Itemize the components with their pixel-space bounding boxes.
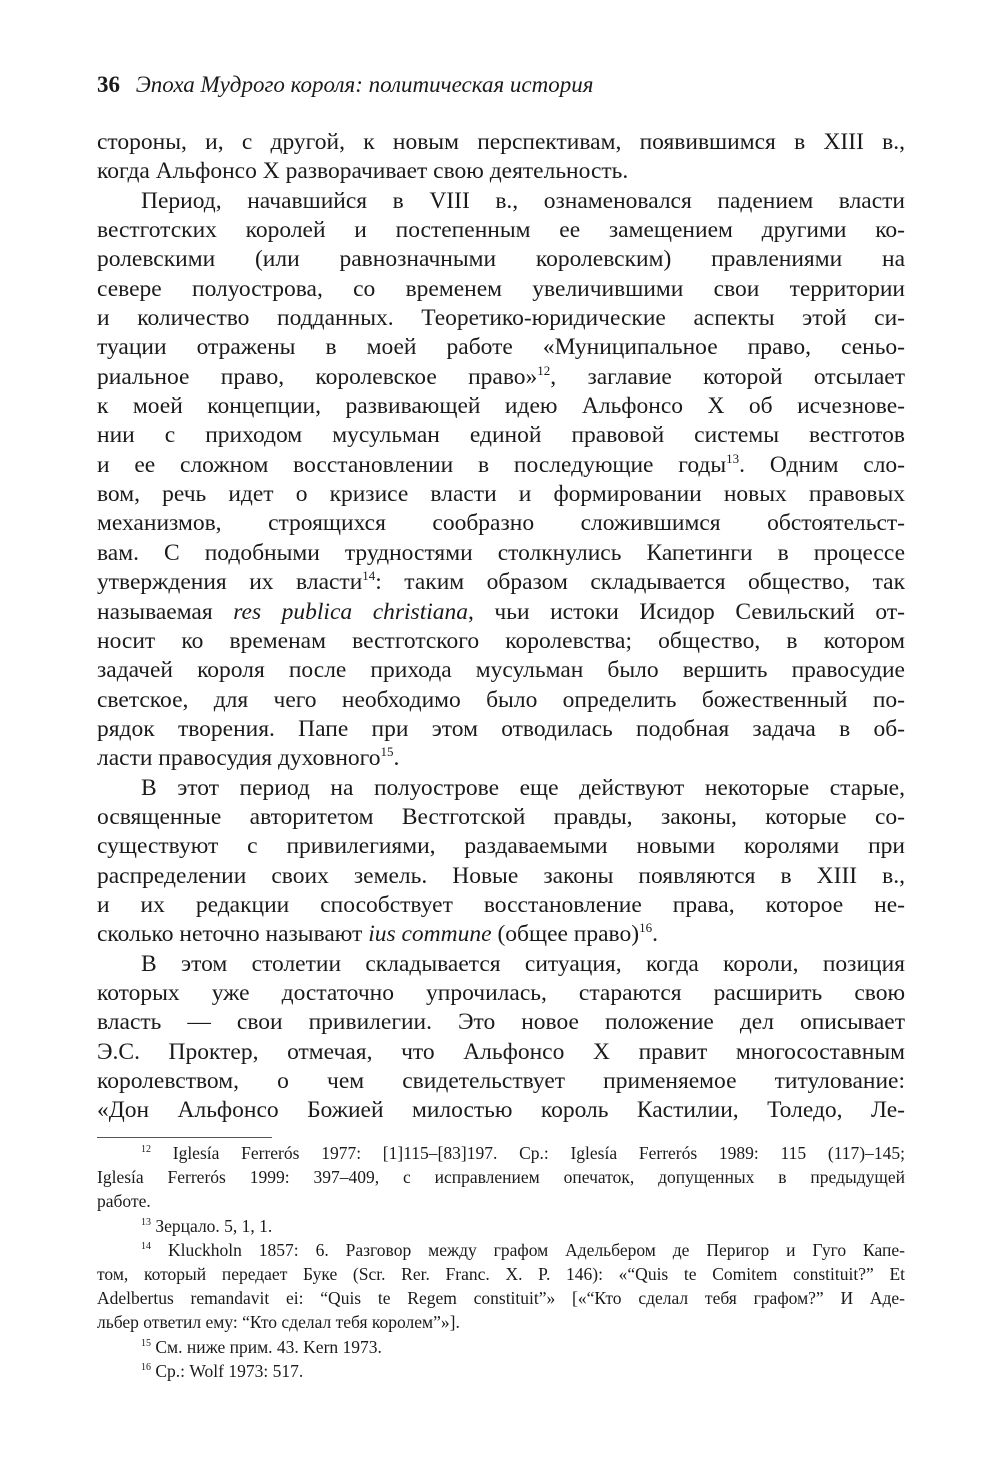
- text-line: к моей концепции, развивающей идею Альфонсо X об исчезнове-: [97, 393, 905, 420]
- footnote-ref: 14: [362, 568, 376, 584]
- text-line: вестготских королей и постепенным ее замещением другими ко-: [97, 217, 905, 244]
- footnote-ref: 15: [141, 1337, 151, 1349]
- text-line: задачей короля после прихода мусульман было вершить правосудие: [97, 657, 905, 684]
- footnote-line: $^{14}$ Kluckholn 1857: 6. Разговор между графом Адельбером де Перигор и Гуго Капе-: [141, 1239, 905, 1260]
- text-line: риальное право, королевское право»$^{12}$, заглавие которой отсылает: [97, 362, 905, 390]
- text-line: «Дон Альфонсо Божией милостью король Кастилии, Толедо, Ле-: [97, 1097, 905, 1124]
- text-line: ролевскими (или равнозначными королевским) правлениями на: [97, 246, 905, 273]
- page-number: 36: [97, 72, 120, 97]
- footnote-ref: 14: [141, 1240, 151, 1252]
- text-line: стороны, и, с другой, к новым перспективам, появившимся в XIII в.,: [97, 129, 905, 155]
- text-line: королевством, о чем свидетельствует применяемое титулование:: [97, 1068, 905, 1094]
- text-line: носит ко временам вестготского королевства; общество, в котором: [97, 627, 905, 654]
- text-line: ласти правосудия духовного$^{15}$.: [97, 744, 400, 772]
- running-title: Эпоха Мудрого короля: политическая история: [135, 72, 594, 97]
- text-line: освященные авторитетом Вестготской правды, законы, которые со-: [97, 803, 905, 830]
- text-line: и их редакции способствует восстановление права, которое не-: [97, 891, 905, 918]
- text-line: когда Альфонсо X разворачивает свою деятельность.: [97, 158, 629, 185]
- text-line: механизмов, строящихся сообразно сложившимся обстоятельст-: [97, 510, 905, 537]
- running-header: [97, 72, 593, 98]
- text-line: сколько неточно называют ius commune (общее право)$^{16}$.: [97, 920, 658, 948]
- italic-term: res publica christiana: [233, 598, 468, 625]
- italic-term: ius commune: [368, 921, 492, 948]
- text-line: и ее сложном восстановлении в последующие годы$^{13}$. Одним сло-: [97, 450, 905, 478]
- footnote-ref: 12: [537, 362, 551, 378]
- footnote-line: $^{16}$ Ср.: Wolf 1973: 517.: [141, 1360, 304, 1381]
- footnote-line: $^{12}$ Iglesía Ferrerós 1977: [1]115–[83]197. Ср.: Iglesía Ferrerós 1989: 115 (117)–145;: [141, 1143, 905, 1163]
- footnote-ref: 13: [726, 450, 740, 466]
- text-line: В этот период на полуострове еще действуют некоторые старые,: [141, 774, 905, 801]
- footnote-line: Iglesía Ferrerós 1999: 397–409, с исправлением опечаток, допущенных в предыдущей: [97, 1167, 905, 1188]
- text-line: называемая res publica christiana, чьи истоки Исидор Севильский от-: [97, 598, 905, 625]
- text-line: светское, для чего необходимо было определить божественный по-: [97, 686, 905, 713]
- footnote-ref: 16: [639, 920, 653, 936]
- footnote-line: том, который передает Буке (Scr. Rer. Franc. X. P. 146): «“Quis te Comitem constituit?” Et: [97, 1263, 905, 1284]
- text-line: севере полуострова, со временем увеличившими свои территории: [97, 275, 905, 302]
- text-line: Э.С. Проктер, отмечая, что Альфонсо X правит многосоставным: [97, 1038, 905, 1065]
- text-line: и количество подданных. Теоретико-юридические аспекты этой си-: [97, 305, 905, 332]
- text-line: распределении своих земель. Новые законы появляются в XIII в.,: [97, 862, 905, 889]
- footnote-ref: 16: [141, 1361, 151, 1373]
- footnote-line: льбер ответил ему: “Кто сделал тебя королем”»].: [97, 1312, 460, 1333]
- text-line: существуют с привилегиями, раздаваемыми новыми королями при: [97, 833, 905, 860]
- text-line: вом, речь идет о кризисе власти и формировании новых правовых: [97, 481, 905, 508]
- text-line: вам. С подобными трудностями столкнулись Капетинги в процессе: [97, 539, 905, 566]
- footnote-line: $^{13}$ Зерцало. 5, 1, 1.: [141, 1215, 273, 1236]
- text-line: В этом столетии складывается ситуация, когда короли, позиция: [141, 950, 905, 977]
- footnote-divider: [97, 1137, 272, 1138]
- text-line: нии с приходом мусульман единой правовой системы вестготов: [97, 422, 905, 449]
- text-line: власть — свои привилегии. Это новое положение дел описывает: [97, 1009, 905, 1036]
- text-line: рядок творения. Папе при этом отводилась подобная задача в об-: [97, 715, 905, 742]
- text-line: которых уже достаточно упрочилась, стараются расширить свою: [97, 979, 905, 1006]
- footnote-line: работе.: [97, 1191, 151, 1212]
- footnote-ref: 12: [141, 1144, 151, 1155]
- text-line: Период, начавшийся в VIII в., ознаменовался падением власти: [141, 187, 905, 214]
- footnote-ref: 15: [380, 744, 394, 760]
- footnote-line: Adelbertus remandavit ei: “Quis te Regem constituit”» [«“Кто сделал тебя графом?” И Аде-: [97, 1288, 905, 1309]
- text-line: утверждения их власти$^{14}$: таким образом складывается общество, так: [97, 568, 905, 596]
- text-line: туации отражены в моей работе «Муниципальное право, сеньо-: [97, 334, 905, 361]
- footnote-ref: 13: [141, 1216, 151, 1228]
- body-text: [97, 128, 905, 1126]
- footnotes: [97, 1141, 905, 1383]
- footnote-line: $^{15}$ См. ниже прим. 43. Kern 1973.: [141, 1336, 382, 1357]
